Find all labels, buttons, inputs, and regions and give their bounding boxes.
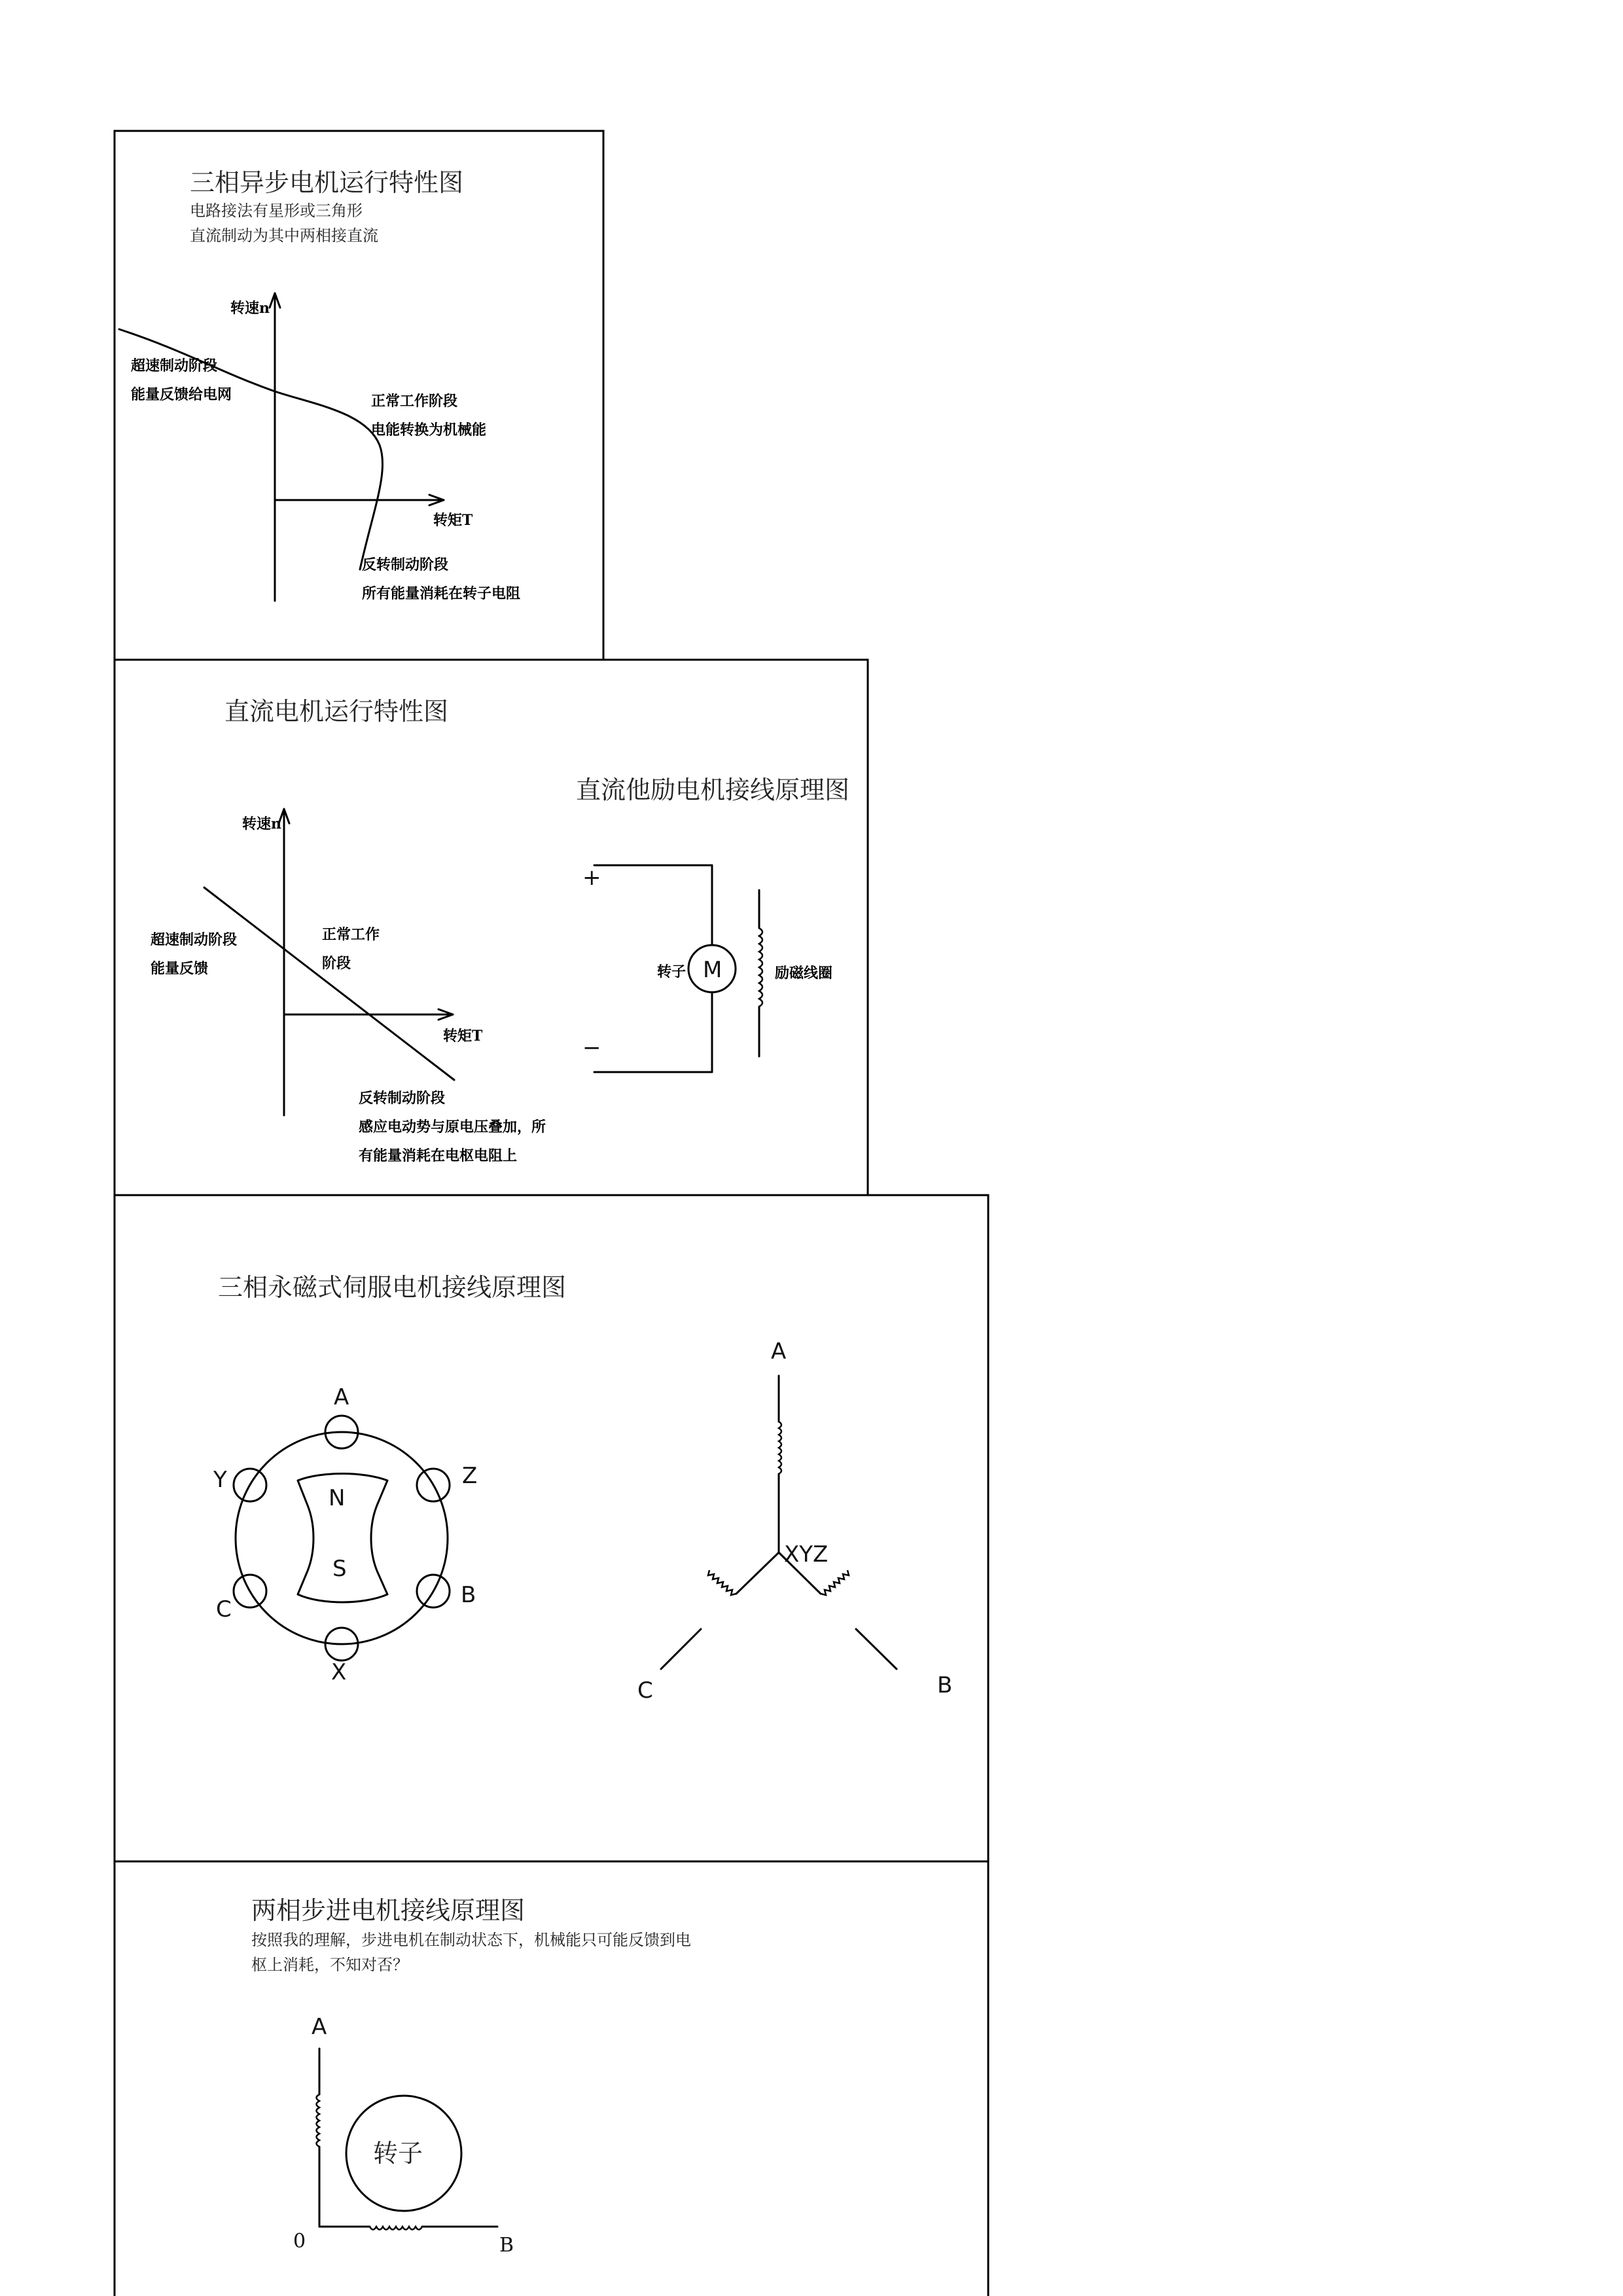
star-lead-c [661,1629,701,1669]
stepper-rotor-label: 转子 [373,2139,423,2168]
panel-2-frame [115,660,868,1195]
panel-2-reverse-label-2: 感应电动势与原电压叠加，所 [359,1119,546,1136]
panel-dc-motor [115,660,868,1195]
panel-2-normal-label-2: 阶段 [322,955,351,972]
panel-1-title: 三相异步电机运行特性图 [190,168,464,197]
panel-2-characteristic-line [204,888,454,1080]
panel-2-x-label: 转矩T [443,1028,483,1045]
field-coil [759,928,762,1007]
panel-4-note-2: 枢上消耗，不知对否？ [251,1956,408,1974]
panel-1-note-2: 直流制动为其中两相接直流 [190,226,378,245]
panel-4-note-1: 按照我的理解，步进电机在制动状态下，机械能只可能反馈到电 [251,1931,691,1949]
stator-label-z: Z [462,1463,478,1489]
panel-2-reverse-label-1: 反转制动阶段 [359,1090,446,1107]
star-label-a: A [771,1338,787,1365]
panel-1-overspeed-label-2: 能量反馈给电网 [131,386,232,403]
panel-1-normal-label-1: 正常工作阶段 [371,393,458,410]
star-label-c: C [637,1677,653,1704]
stepper-label-b: B [499,2234,514,2257]
star-lead-b [856,1629,897,1669]
panel-2-y-label: 转速n [242,816,281,833]
motor-symbol-label: M [703,957,722,983]
panel-1-x-label: 转矩T [433,512,473,529]
panel-2-overspeed-label-1: 超速制动阶段 [151,931,238,948]
panel-2-wiring-title: 直流他励电机接线原理图 [576,776,850,804]
stator-label-c: C [216,1596,232,1623]
rotor-label: 转子 [657,963,687,980]
phase-a-coil [317,2094,320,2147]
star-coil-a [779,1422,781,1474]
star-label-b: B [937,1672,953,1698]
star-center-label: XYZ [784,1541,829,1568]
phase-b-coil [370,2227,422,2230]
panel-4-frame [115,1861,988,2296]
stepper-label-origin: 0 [293,2230,306,2253]
rotor-pole-s: S [332,1556,347,1582]
panel-1-note-1: 电路接法有星形或三角形 [190,202,363,220]
panel-2-reverse-label-3: 有能量消耗在电枢电阻上 [359,1147,518,1164]
panel-induction-motor [115,131,603,660]
star-coil-b [821,1570,849,1595]
panel-stepper [115,1861,988,2296]
minus-terminal-label: − [582,1035,601,1061]
panel-pm-servo [115,1195,988,1861]
stator-label-a: A [334,1384,349,1410]
panel-1-overspeed-label-1: 超速制动阶段 [131,357,218,374]
star-lead-c-inner [736,1552,779,1594]
field-coil-label: 励磁线圈 [775,965,833,982]
panel-2-overspeed-label-2: 能量反馈 [151,960,209,977]
panel-1-reverse-label-2: 所有能量消耗在转子电阻 [362,585,521,602]
panel-1-reverse-label-1: 反转制动阶段 [362,556,449,573]
stepper-label-a: A [312,2014,327,2040]
panel-1-normal-label-2: 电能转换为机械能 [371,422,487,439]
plus-terminal-label: + [582,865,601,891]
stator-ring [236,1432,448,1644]
panel-1-y-label: 转速n [230,300,270,317]
stator-label-y: Y [213,1467,227,1493]
panel-4-title: 两相步进电机接线原理图 [251,1896,526,1925]
panel-2-normal-label-1: 正常工作 [322,926,380,943]
stator-label-x: X [331,1659,347,1685]
stator-label-b: B [461,1582,476,1608]
panel-2-title: 直流电机运行特性图 [224,697,449,726]
panel-3-title: 三相永磁式伺服电机接线原理图 [218,1273,567,1302]
rotor-pole-n: N [329,1485,346,1511]
star-coil-c [708,1570,736,1595]
